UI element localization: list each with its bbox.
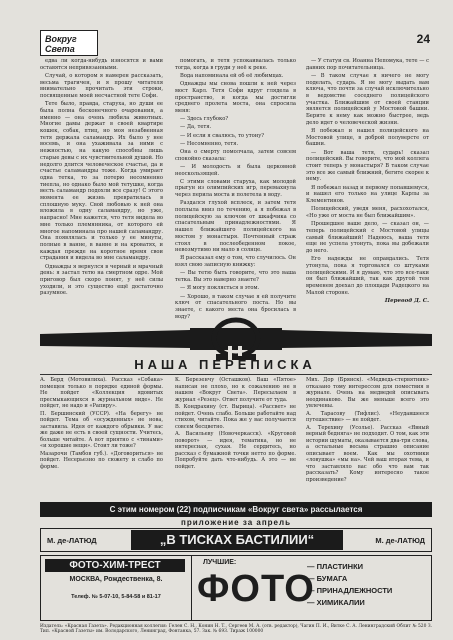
page-header: [40, 30, 432, 58]
advert-left: [41, 556, 192, 620]
paragraph: Я побежал назад и первому попавшемуся, и нашел его только на улице Карлы за Клементинов.: [306, 184, 429, 205]
paragraph: Его надежды не оправдались. Тетя утонула, пока я торговался со штуками полицейскими. И я думаю, что это все-таки он был ближайший, так как другой тем временем доехал до площади Радецкого на Малой стороне.: [306, 256, 429, 296]
paragraph: — Вот ваша тетя, сударь! сказал полицейский. Вы говорите, что мой коллега стоит теперь у монастыря? В таком случае это все же самый ближний, бегите скорее к нему.: [306, 149, 429, 183]
paragraph: Однажды я вернулся в черный и мрачный день: я застал тетю на смертном одре. Мой приговор был скоро понят, у неё силы уходили, и это существо ещё достаточно разумное.: [40, 263, 163, 297]
paragraph: — Здесь глубоко?: [180, 116, 229, 123]
best-label: ЛУЧШИЕ:: [203, 559, 237, 566]
paragraph: Я рассказал ему о том, что случилось. Он взял свою записную книжку:: [175, 255, 296, 269]
advert-right: [191, 556, 431, 620]
reply: В. Кондрахину (ст. Вырица). «Рассвет» не пойдет. Очень слабо. Больше работайте над стихом, читайте. Пока же у вас получается совсем бесцветно.: [175, 404, 296, 430]
product-list: [307, 561, 392, 609]
reply: К. Березенчу (Осташков). Ваш «Пятое» написан не плохо, но к сожалению не в нашем «Вокруг Света». Пересылаем в журнал «Резец». Ответ получите от туда.: [175, 377, 296, 403]
paragraph: Прошедшее ваше дело, — сказал он, — теперь полицейский с Мостовой улицы самый ближайший! Надеюсь, ваша тетя еще не успела утонуть, пока вы добежали до него.: [306, 221, 429, 254]
paragraph: — Хорошо, в таком случае я ей получите ключ от спасательного поста. Но вы знаете, с какого места она бросилась в воду?: [175, 293, 296, 320]
paragraph: Полицейский, уведя меня, расхохотался, «Но уже от моста не был ближайшим».: [306, 206, 429, 219]
paragraph: Я побежал и нашел полицейского на Мостовой улице, в доброй полуверсте от башни.: [306, 128, 429, 148]
paragraph: Раздался глухой всплеск, и затем тетя поплыла вниз по течению, а я побежал в полицейскую за ключом от шкафчика со спасательным принадлежностями. Я нашел ближайшего полицейского на мостом у монастыря. Почтенный страж стоял в послеобеденном покое, невозмутимо ни мало в солнце.: [175, 200, 296, 254]
paragraph: — У статуи св. Иоанна Непомука, тете — с давних пор почитательница.: [306, 58, 429, 71]
paragraph: Тете было, правда, старуха, но души ее была полна бесконечного очарования, а именно — она очень любила животных. Многие дамы держат в своей квартире кошек, собак, птиц, но моя незабвенная тетя держала саламандр. Их было у нее восемь, и она ухаживала за ними с нежностью, на какую способны лишь старые девы с их чувствительной душой. Но недолго длится человеческое счастье, да и счастье саламандры тоже. Когда умирает одна тетка, то за потерю несомненно тиепла, но однако было мой тетушке, когда весть саламандр подохли все сразу! С этого момента ее жизнь превратилась в сплошную муку. Свой любовью к ней она вложила в одну саламандру, но уже, напрасно! Мне кажется, что тетя видела во мне только племянника, от которого ей многое напоминала про нашей саламандру. Она появлялась и только у ее минуты, полные в ванне, в ванне и на кроватях, и каждая прежде на коротное время свои страдания и видела во мне саламандру.: [40, 101, 163, 262]
author-left: М. де-ЛАТЮД: [47, 536, 97, 545]
paragraph: Однажды мы снова пошли к ней через мост Карл. Тетя Софи вдруг глядела в пространство, и когда мы достигли среднего пролета моста, она спросила меня:: [175, 81, 296, 114]
book-title: „В ТИСКАХ БАСТИЛИИ“: [131, 530, 343, 550]
paragraph: едва ли когда-нибудь износятся и вами оставятся непривязанными.: [40, 58, 163, 71]
correspondence-column-2: [175, 377, 296, 472]
trust-phone: Телеф. № 5-07-10, 5-84-58 и 81-17: [71, 594, 161, 600]
divider: [40, 374, 432, 375]
correspondence-column-1: [40, 377, 163, 472]
magazine-logo: Вокруг Света: [40, 30, 98, 56]
trust-name: ФОТО-ХИМ-ТРЕСТ: [45, 559, 185, 572]
reply: А. Терехину (Усолье). Рассказ «Явный верный бедняга» не подходит. О том, как эти истории шуматы, оказывается два-три слова, а остальные весьма страшно описание описывает воем. Как мы охотники «ловушка» «мы на». Чей ваш вторая тема, и что заставляло вас обо что вам так рассказать? Кому интересно такое произведение?: [306, 424, 429, 483]
reply: А. Васильеву (Новочеркасск). «Круговой поворот» — идея, тематика, но не интересная, сухая. Не сердитесь, но рассказ с бумажной точки нетто по форме. Попробуйте дать что-нибудь. А это — не пойдет.: [175, 431, 296, 470]
paragraph: — Я могу поклясться в этом.: [180, 285, 260, 292]
paragraph: — Да, тетя.: [180, 124, 212, 131]
paragraph: Она о смерту помолчала, затем совсем спокойно сказала:: [175, 148, 296, 162]
product-item: — ХИМИКАЛИИ: [307, 598, 365, 607]
reply: Мих. Дор (Брянск). «Медведь-стервятник» отказано тому интерессом для помествия в журнале. Очень на медведей описывать неодинаково. Вы же меньше всего это увлечены.: [306, 377, 429, 409]
product-item: — ПРИНАДЛЕЖНОСТИ: [307, 586, 393, 595]
key-ribbon-illustration: [40, 316, 432, 361]
reply: А. Берд (Мотовилиха). Рассказ «Собака» помещен только в порядке единой формы. Не пойдет «Коллекция ядовитых пресмыкающихся в журнальном виде». Не пойдет, не надо и «Рапиру».: [40, 377, 163, 409]
correspondence-column-3: [306, 377, 429, 485]
paragraph: Вода напоминала ей об её любимцах.: [180, 72, 284, 79]
photo-advert: [40, 555, 432, 621]
supplement-subtitle: приложение за апрель: [181, 518, 291, 527]
reply: П. Бершинский (УССР). «На берегу» не пойдет. Тема об «осужденных» не нова, заставила. Идея от каждого обрывки. У вас же даже не есть в своей сущности. Учитесь, больше читайте. А вот приятно с «тинами» «и хорошие вещи». Стоит ли тоже?: [40, 410, 163, 450]
product-item: — ПЛАСТИНКИ: [307, 562, 364, 571]
paragraph: С этими словами старуха, как молодой прыгун из олимпийских игр, перемахнула через перила моста и полетела в воду.: [175, 178, 296, 199]
article-column-2: [175, 58, 296, 322]
reply: Мазарочи (Тамбов губ.). «Договориться» не пойдет. Несерьезно по сюжету и слабо по форме.: [40, 450, 163, 470]
paragraph: — Несомненно, тетя.: [180, 140, 239, 147]
paragraph: — И молодость и была церковной неоскользящей.: [175, 163, 296, 177]
article-column-3: [306, 58, 429, 305]
paragraph: — В таком случае я ничего не могу поделать, сударь. Я не могу выдать вам ключа, что почти за случай исключительно в ведомстве соседнего полицейского участка. Ближайшим от своей станции является полицейский у Мостовой башни. Берите к нему как можно быстрее, ведь дело идет о человеческой жизни.: [306, 72, 429, 126]
product-item: — БУМАГА: [307, 574, 348, 583]
paragraph: — И если я свалюсь, то утону?: [180, 132, 265, 139]
article-column-1: [40, 58, 163, 299]
foto-word: ФОТО: [197, 568, 315, 610]
supplement-banner: С этим номером (22) подписчикам «Вокруг света» рассылается: [40, 502, 432, 517]
paragraph: помогать, и тетя успокаивалась только тогда, когда в груди у неё к реке.: [175, 58, 296, 71]
section-title: НАША ПЕРЕПИСКА: [134, 357, 316, 372]
imprint-footer: Издатель: «Красная Газета». Редакционная коллегия: Гелен С. Н., Конин Н. Т., Сергеев М. А. (отв. редактор), Чагин П. И., Витке С. А. Ленинградский Облит № 520 З. Тип. «Красной Газеты» им. Володарского, Ленинград, Фонтанка, 57. Зак. № 693. Тираж 100000: [40, 624, 432, 635]
translator-signature: Перевод Д. С.: [384, 297, 429, 304]
reply: А. Тарасову (Тифлис). «Неудавшееся путешествие» — не пойдет.: [306, 410, 429, 424]
trust-address: МОСКВА, Рождественка, 8.: [69, 576, 163, 583]
page-number: 24: [416, 32, 430, 46]
paragraph: — Вы тетю быть говорите, что это ваша тетка. Вы это наверно знаете?: [175, 270, 296, 284]
book-announcement: [40, 528, 432, 552]
author-right: М. де-ЛАТЮД: [375, 536, 425, 545]
paragraph: Случай, о котором я намерен рассказать, весьма трагичен, и я прошу читателя внимательно прочитать эти строки, посвященные моей несчастной тете Софи.: [40, 72, 163, 100]
